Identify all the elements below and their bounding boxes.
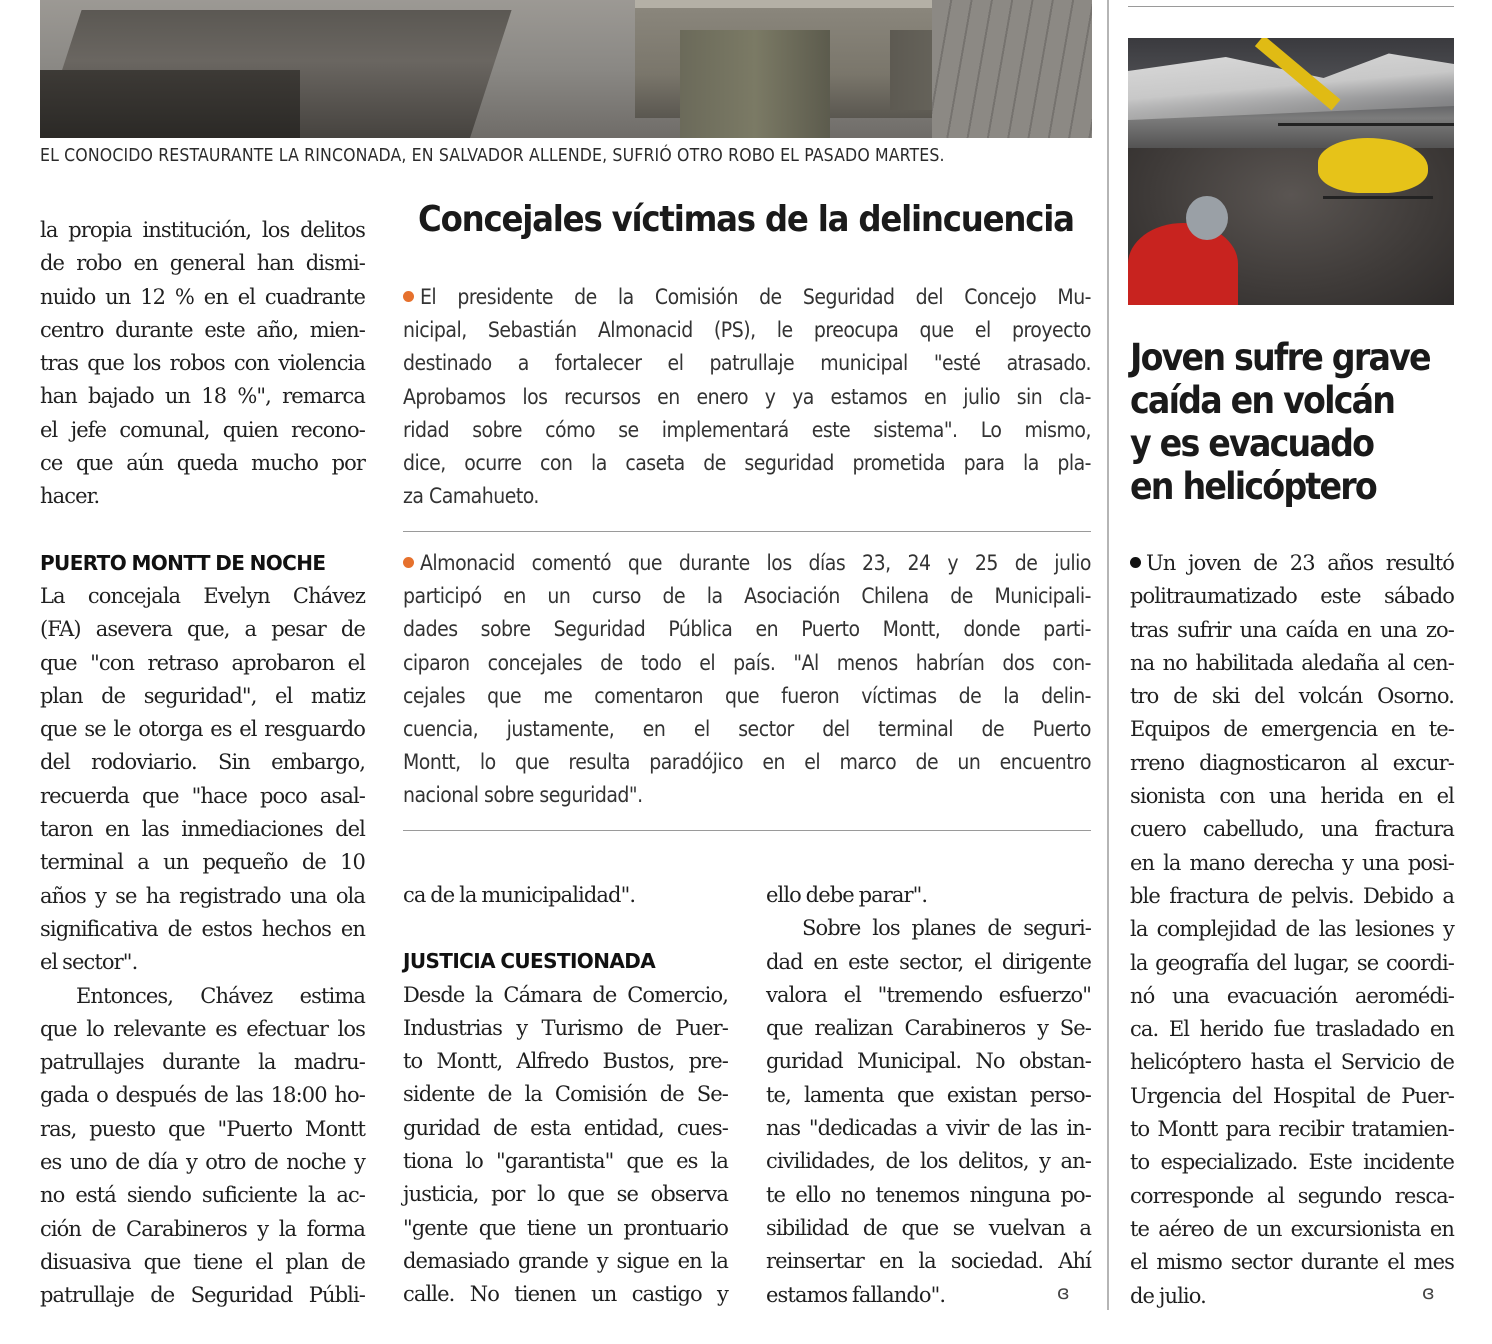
- top-rule: [1128, 6, 1454, 7]
- restaurant-photo: [40, 0, 1092, 138]
- paragraph-chavez: La concejala Evelyn Chávez (FA) asevera que, a pesar de que "con retraso aprobaron el plan de seguridad", el matiz que se le otorga es el resguardo del rodoviario. Sin embargo, recuerda que "hace poco asal- taron en las inmediaciones del terminal a un pequeño de 10 años y se ha registrado una ola significativa de estos hechos en el sector".: [40, 583, 365, 975]
- box-divider-2: [403, 830, 1091, 831]
- box-divider-1: [403, 531, 1091, 532]
- helicopter-photo: [1128, 38, 1454, 305]
- sidebar-title: Joven sufre grave caída en volcán y es evacuado en helicóptero: [1130, 336, 1430, 508]
- bullet-dot-icon: [403, 291, 414, 302]
- box-item-2: Almonacid comentó que durante los días 23, 24 y 25 de julio participó en un curso de la Asociación Chilena de Municipali- dades sobre Seguridad Pública en Puerto Montt, donde parti- ciparon concejales de todo el país. "Al menos habrían dos con- cejales que me comentaron que fueron víctimas de la delin- cuencia, justamente, en el sector del terminal de Puerto Montt, lo que resulta paradójico en el marco de un encuentro nacional sobre seguridad".: [403, 551, 1091, 808]
- end-mark-icon: ɞ: [1057, 1282, 1070, 1304]
- column-separator: [1107, 0, 1109, 1310]
- article-col-1: [40, 214, 365, 1313]
- bullet-dot-icon: [1130, 557, 1141, 568]
- subhead-justicia-cuestionada: JUSTICIA CUESTIONADA: [403, 949, 656, 974]
- intro-paragraph: la propia institución, los delitos de robo en general han dismi- nuido un 12 % en el cuadrante centro durante este año, mien- tras que los robos con violencia han bajado un 18 %", remarca el jefe comunal, quien recono- ce que aún queda mucho por hacer.: [40, 218, 365, 509]
- sidebar-article: Un joven de 23 años resultó politraumatizado este sábado tras sufrir una caída en una zo- na no habilitada aledaña al cen- tro de ski del volcán Osorno. Equipos de emergencia en te- rreno diagnosticaron al excur- sionista con una herida en el cuero cabelludo, una fractura en la mano derecha y una posi- ble fractura de pelvis. Debido a la complejidad de las lesiones y la geografía del lugar, se coordi- nó una evacuación aeromédi- ca. El herido fue trasladado en helicóptero hasta el Servicio de Urgencia del Hospital de Puer- to Montt para recibir tratamien- to especializado. Este incidente corresponde al segundo resca- te aéreo de un excursionista en el mismo sector durante el mes de julio.: [1130, 551, 1454, 1308]
- subhead-puerto-montt-noche: PUERTO MONTT DE NOCHE: [40, 550, 326, 575]
- paragraph-entonces: Entonces, Chávez estima que lo relevante es efectuar los patrullajes durante la madru- gada o después de las 18:00 ho- ras, puesto que "Puerto Montt es uno de día y otro de noche y no está siendo suficiente la ac- ción de Carabineros y la forma disuasiva que tiene el plan de patrullaje de Seguridad Públi-: [40, 983, 365, 1308]
- article-col-3: ello debe parar". Sobre los planes de seguri- dad en este sector, el dirigente valora el "tremendo esfuerzo" que realizan Carabineros y Se- guridad Municipal. No obstan- te, lamenta que existan perso- nas "dedicadas a vivir de las in- civilidades, de los delitos, y an- te ello no tenemos ninguna po- sibilidad de que se vuelvan a reinsertar en la sociedad. Ahí estamos fallando".: [766, 883, 1091, 1307]
- box-title: Concejales víctimas de la delincuencia: [418, 199, 1074, 240]
- box-item-1: El presidente de la Comisión de Seguridad del Concejo Mu- nicipal, Sebastián Almonacid (PS), le preocupa que el proyecto destinado a fortalecer el patrullaje municipal "esté atrasado. Aprobamos los recursos en enero y ya estamos en julio sin cla- ridad sobre cómo se implementará este sistema". Lo mismo, dice, ocurre con la caseta de seguridad prometida para la pla- za Camahueto.: [403, 285, 1091, 509]
- end-mark-icon: ɞ: [1422, 1282, 1435, 1304]
- bullet-dot-icon: [403, 557, 414, 568]
- article-col-2: ca de la municipalidad". JUSTICIA CUESTIONADA Desde la Cámara de Comercio, Industrias y Turismo de Puer- to Montt, Alfredo Bustos, pre- sidente de la Comisión de Se- guridad de esta entidad, cues- tiona lo "garantista" que es la justicia, por lo que se observa "gente que tiene un prontuario demasiado grande y sigue en la calle. No tienen un castigo y: [403, 883, 728, 1307]
- photo-caption: EL CONOCIDO RESTAURANTE LA RINCONADA, EN SALVADOR ALLENDE, SUFRIÓ OTRO ROBO EL PASADO MARTES.: [40, 146, 945, 166]
